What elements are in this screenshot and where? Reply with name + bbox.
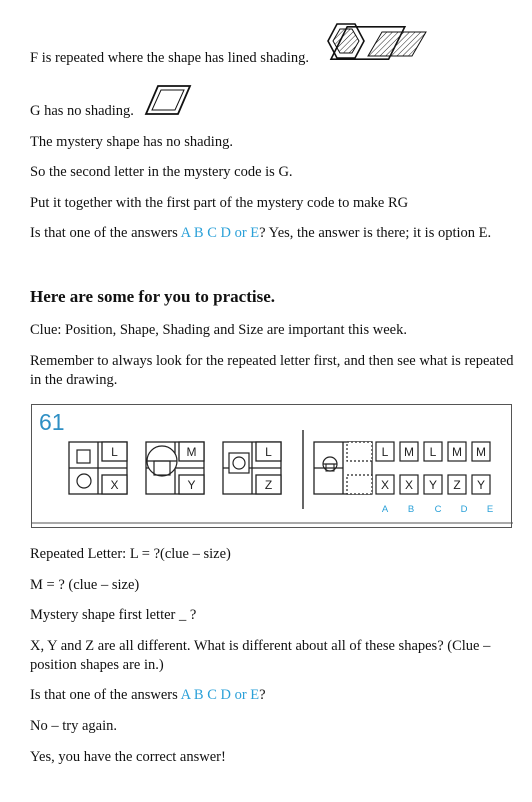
puzzle-drawing <box>32 405 513 529</box>
text-mystery-first: Mystery shape first letter _ ? <box>30 607 197 623</box>
answer-option-e <box>472 442 493 515</box>
text-second-letter: So the second letter in the mystery code is G. <box>30 164 293 180</box>
answer-options-highlight-2: A B C D or E <box>180 687 260 703</box>
option-c-bottom: Y <box>428 478 438 492</box>
example-1-bottom-letter: X <box>110 478 119 492</box>
text-mystery-no-shading: The mystery shape has no shading. <box>30 134 233 150</box>
text-repeated-letter: Repeated Letter: L = ?(clue – size) <box>30 546 231 562</box>
example-1-top-letter: L <box>111 445 118 459</box>
text-put-together: Put it together with the first part of the mystery code to make RG <box>30 195 409 211</box>
option-d-top: M <box>452 445 462 459</box>
example-2-top-letter: M <box>186 445 197 459</box>
option-d-bottom: Z <box>453 478 461 492</box>
example-2-bottom-letter: Y <box>187 478 196 492</box>
option-b-label: B <box>407 504 415 515</box>
text-g-no-shading: G has no shading. <box>30 103 134 119</box>
example-3-top-letter: L <box>265 445 272 459</box>
answer-option-c <box>424 442 442 515</box>
figure-number: 61 <box>39 409 65 435</box>
puzzle-figure <box>31 404 512 528</box>
text-yes-correct: Yes, you have the correct answer! <box>30 749 226 765</box>
parallelogram-hatched-icon <box>331 27 426 59</box>
text-is-that-one: Is that one of the answers A B C D or E? Yes, the answer is there; it is option E. <box>30 225 492 241</box>
text-no-try: No – try again. <box>30 718 117 734</box>
option-a-bottom: X <box>380 478 390 492</box>
option-e-bottom: Y <box>476 478 486 492</box>
text-clue: Clue: Position, Shape, Shading and Size are important this week. <box>30 322 407 338</box>
option-b-top: M <box>404 445 414 459</box>
hexagon-icon <box>328 24 364 58</box>
answer-option-a <box>376 442 394 515</box>
example-3 <box>223 442 281 494</box>
answer-options-highlight: A B C D or E <box>180 225 260 241</box>
option-c-top: L <box>429 445 437 459</box>
example-2 <box>146 442 204 494</box>
answer-option-d <box>448 442 468 515</box>
option-d-label: D <box>460 504 468 515</box>
option-e-label: E <box>486 504 494 515</box>
answer-option-b <box>400 442 418 515</box>
example-1 <box>69 442 127 494</box>
text-remember: Remember to always look for the repeated letter first, and then see what is repeated in the drawing. <box>30 353 514 388</box>
option-c-label: C <box>434 504 442 515</box>
text-m-equals: M = ? (clue – size) <box>30 577 140 593</box>
option-b-bottom: X <box>404 478 414 492</box>
text-f-repeated: F is repeated where the shape has lined shading. <box>30 50 310 66</box>
example-3-bottom-letter: Z <box>264 478 273 492</box>
text-xyz-different: X, Y and Z are all different. What is different about all of these shapes? (Clue – position shapes are in.) <box>30 638 491 673</box>
text-is-that-one-2: Is that one of the answers A B C D or E? <box>30 687 266 703</box>
option-a-top: L <box>381 445 389 459</box>
mystery-shape <box>314 442 372 494</box>
option-e-top: M <box>476 445 486 459</box>
section-heading: Here are some for you to practise. <box>30 287 276 306</box>
option-a-label: A <box>381 504 389 515</box>
parallelogram-plain-icon <box>146 86 190 114</box>
